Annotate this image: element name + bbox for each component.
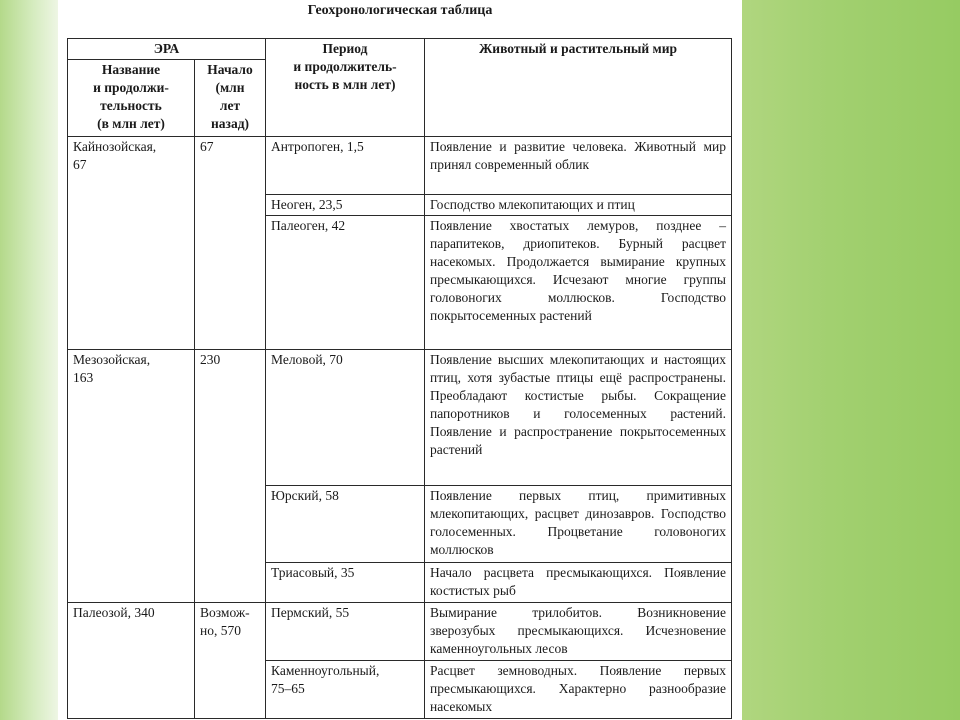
period-cell: Антропоген, 1,5 [266, 137, 425, 195]
era-name-cell: Кайнозойская, 67 [68, 137, 195, 350]
era-name-cell: Мезозойская, 163 [68, 350, 195, 603]
era-start-cell: 230 [195, 350, 266, 603]
left-green-band [0, 0, 58, 720]
life-cell: Господство млекопитающих и птиц [425, 195, 732, 216]
period-cell: Юрский, 58 [266, 486, 425, 563]
era-name-cell: Палеозой, 340 [68, 603, 195, 719]
table-row [68, 350, 732, 486]
table-row [68, 137, 732, 195]
period-cell: Пермский, 55 [266, 603, 425, 661]
period-cell: Палеоген, 42 [266, 216, 425, 350]
life-cell: Расцвет земноводных. Появление первых пресмыкающихся. Характерно разнообразие насекомых [425, 661, 732, 719]
era-header: ЭРА [68, 39, 266, 60]
geochronology-table [67, 38, 732, 719]
life-cell: Появление первых птиц, примитивных млекопитающих, расцвет динозавров. Господство голосеменных. Процветание головоногих моллюсков [425, 486, 732, 563]
era-name-header: Название и продолжи- тельность (в млн лет) [68, 60, 195, 137]
table-row [68, 603, 732, 661]
period-cell: Триасовый, 35 [266, 563, 425, 603]
period-cell: Меловой, 70 [266, 350, 425, 486]
era-start-header: Начало (млн лет назад) [195, 60, 266, 137]
period-header: Период и продолжитель- ность в млн лет) [266, 39, 425, 137]
period-cell: Неоген, 23,5 [266, 195, 425, 216]
life-cell: Появление хвостатых лемуров, позднее – парапитеков, дриопитеков. Бурный расцвет насекомых. Продолжается вымирание крупных пресмыкающихся. Исчезают многие группы головоногих моллюсков. Господство покрытосеменных растений [425, 216, 732, 350]
life-cell: Появление и развитие человека. Животный мир принял современный облик [425, 137, 732, 195]
life-cell: Начало расцвета пресмыкающихся. Появление костистых рыб [425, 563, 732, 603]
era-start-cell: 67 [195, 137, 266, 350]
page-title: Геохронологическая таблица [307, 3, 493, 18]
header-row [68, 39, 732, 60]
era-start-cell: Возмож- но, 570 [195, 603, 266, 719]
right-green-band [742, 0, 960, 720]
life-header: Животный и растительный мир [425, 39, 732, 137]
life-cell: Вымирание трилобитов. Возникновение зверозубых пресмыкающихся. Исчезновение каменноугольных лесов [425, 603, 732, 661]
document-page [58, 0, 742, 720]
life-cell: Появление высших млекопитающих и настоящих птиц, хотя зубастые птицы ещё распространены. Преобладают костистые рыбы. Сокращение папоротников и голосеменных растений. Появление и распространение покрытосеменных растений [425, 350, 732, 486]
period-cell: Каменноугольный, 75–65 [266, 661, 425, 719]
